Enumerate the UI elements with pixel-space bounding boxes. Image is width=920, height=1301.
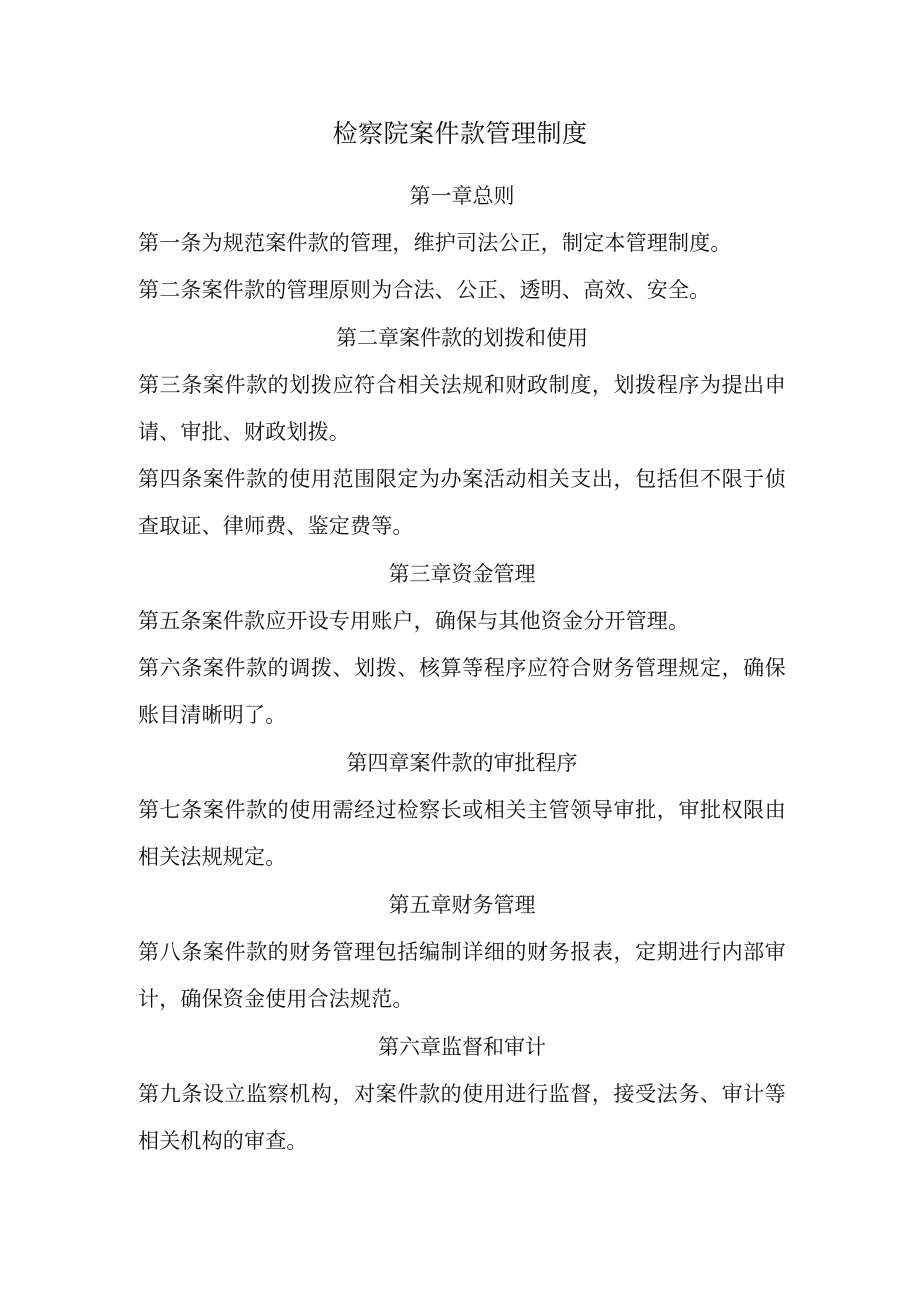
article-3: 第三条案件款的划拨应符合相关法规和财政制度，划拨程序为提出申请、审批、财政划拨。 bbox=[138, 373, 786, 444]
article-1: 第一条为规范案件款的管理，维护司法公正，制定本管理制度。 bbox=[138, 231, 732, 255]
chapter-5 bbox=[138, 881, 786, 1023]
article-4: 第四条案件款的使用范围限定为办案活动相关支出，包括但不限于侦查取证、律师费、鉴定费等。 bbox=[138, 467, 786, 538]
chapter-heading: 第五章财务管理 bbox=[388, 893, 536, 917]
article-6: 第六条案件款的调拨、划拨、核算等程序应符合财务管理规定，确保账目清晰明了。 bbox=[138, 656, 786, 727]
article-9: 第九条设立监察机构，对案件款的使用进行监督，接受法务、审计等相关机构的审查。 bbox=[138, 1082, 786, 1153]
chapter-3 bbox=[138, 550, 786, 739]
chapter-1 bbox=[138, 172, 786, 314]
chapter-4 bbox=[138, 739, 786, 881]
chapter-heading: 第四章案件款的审批程序 bbox=[346, 751, 578, 775]
chapter-2 bbox=[138, 314, 786, 550]
chapter-6 bbox=[138, 1023, 786, 1165]
article-5: 第五条案件款应开设专用账户，确保与其他资金分开管理。 bbox=[138, 609, 690, 633]
document-body bbox=[138, 172, 786, 1165]
article-7: 第七条案件款的使用需经过检察长或相关主管领导审批，审批权限由相关法规规定。 bbox=[138, 798, 786, 869]
chapter-heading: 第一章总则 bbox=[409, 184, 515, 208]
chapter-heading: 第三章资金管理 bbox=[388, 562, 536, 586]
chapter-heading: 第二章案件款的划拨和使用 bbox=[336, 326, 588, 350]
chapter-heading: 第六章监督和审计 bbox=[378, 1035, 546, 1059]
article-2: 第二条案件款的管理原则为合法、公正、透明、高效、安全。 bbox=[138, 278, 711, 302]
article-8: 第八条案件款的财务管理包括编制详细的财务报表，定期进行内部审计，确保资金使用合法规范。 bbox=[138, 940, 786, 1011]
document-title: 检察院案件款管理制度 bbox=[332, 119, 588, 148]
